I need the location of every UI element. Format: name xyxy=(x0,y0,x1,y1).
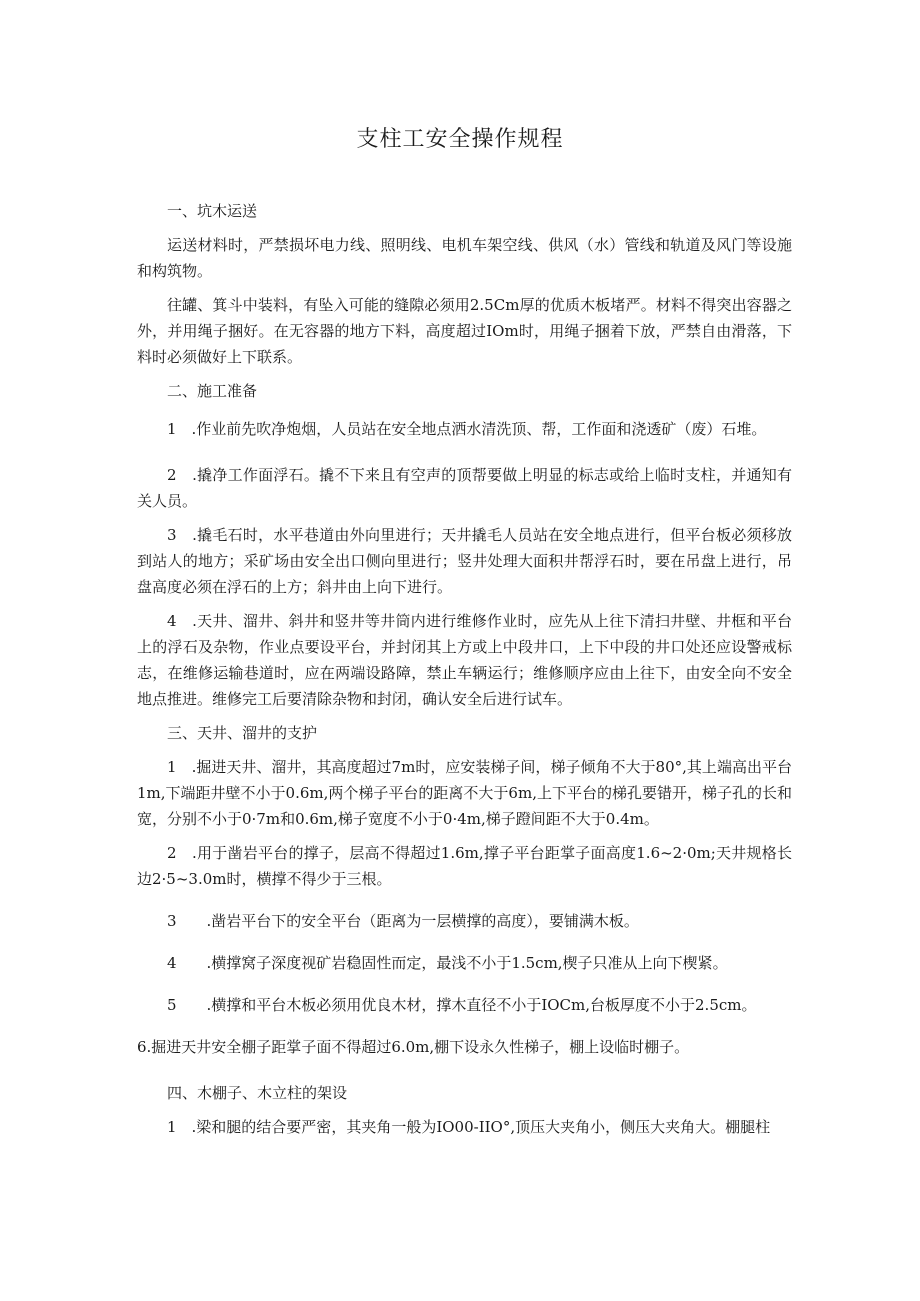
list-item-prep-3: 3 .撬毛石时，水平巷道由外向里进行；天井撬毛人员站在安全地点进行，但平台板必须移放到站人的地方；采矿场由安全出口侧向里进行；竖井处理大面积井帮浮石时，要在吊盘上进行，吊盘高度必须在浮石的上方；斜井由上向下进行。 xyxy=(137,526,792,596)
section-heading-transport: 一、坑木运送 xyxy=(167,202,258,220)
section-heading-raise-support: 三、天井、溜井的支护 xyxy=(167,724,318,742)
list-item-timber-1: 1 .梁和腿的结合要严密，其夹角一般为IO00-IIO°,顶压大夹角小，侧压大夹角大。棚腿柱 xyxy=(167,1118,771,1136)
document-body xyxy=(137,196,792,1140)
paragraph-transport-1: 运送材料时，严禁损坏电力线、照明线、电机车架空线、供风（水）管线和轨道及风门等设施和构筑物。 xyxy=(137,236,792,280)
list-item-prep-4: 4 .天井、溜井、斜井和竖井等井筒内进行维修作业时，应先从上往下清扫井壁、井框和平台上的浮石及杂物，作业点要设平台，并封闭其上方或上中段井口，上下中段的井口处还应设警戒标志，在维修运输巷道时，应在两端设路障，禁止车辆运行；维修顺序应由上往下，由安全向不安全地点推进。维修完工后要清除杂物和封闭，确认安全后进行试车。 xyxy=(137,612,792,708)
list-item-raise-5: 5 .横撑和平台木板必须用优良木材，撑木直径不小于IOCm,台板厚度不小于2.5cm。 xyxy=(167,996,757,1014)
section-heading-preparation: 二、施工准备 xyxy=(167,382,258,400)
list-item-raise-6: 6.掘进天井安全棚子距掌子面不得超过6.0m,棚下设永久性梯子，棚上设临时棚子。 xyxy=(137,1038,690,1056)
list-item-prep-2: 2 .撬净工作面浮石。撬不下来且有空声的顶帮要做上明显的标志或给上临时支柱，并通知有关人员。 xyxy=(137,466,792,510)
list-item-raise-2: 2 .用于凿岩平台的撑子，层高不得超过1.6m,撑子平台距掌子面高度1.6~2·0m;天井规格长边2·5~3.0m时，横撑不得少于三根。 xyxy=(137,844,792,888)
page-title: 支柱工安全操作规程 xyxy=(356,127,564,152)
list-item-raise-3: 3 .凿岩平台下的安全平台（距离为一层横撑的高度），要铺满木板。 xyxy=(167,912,639,930)
section-heading-timber-frame: 四、木棚子、木立柱的架设 xyxy=(167,1084,348,1102)
list-item-raise-1: 1 .掘进天井、溜井，其高度超过7m时，应安装梯子间，梯子倾角不大于80°,其上端高出平台1m,下端距井壁不小于0.6m,两个梯子平台的距离不大于6m,上下平台的梯孔要错开，梯子孔的长和宽，分别不小于0·7m和0.6m,梯子宽度不小于0·4m,梯子蹬间距不大于0.4m。 xyxy=(137,758,793,828)
list-item-raise-4: 4 .横撑窝子深度视矿岩稳固性而定，最浅不小于1.5cm,楔子只准从上向下楔紧。 xyxy=(167,954,728,972)
paragraph-transport-2: 往罐、箕斗中装料，有坠入可能的缝隙必须用2.5Cm厚的优质木板堵严。材料不得突出容器之外，并用绳子捆好。在无容器的地方下料，高度超过IOm时，用绳子捆着下放，严禁自由滑落，下料时必须做好上下联系。 xyxy=(137,296,792,366)
list-item-prep-1: 1 .作业前先吹净炮烟，人员站在安全地点洒水清洗顶、帮，工作面和浇透矿（废）石堆。 xyxy=(167,420,767,438)
